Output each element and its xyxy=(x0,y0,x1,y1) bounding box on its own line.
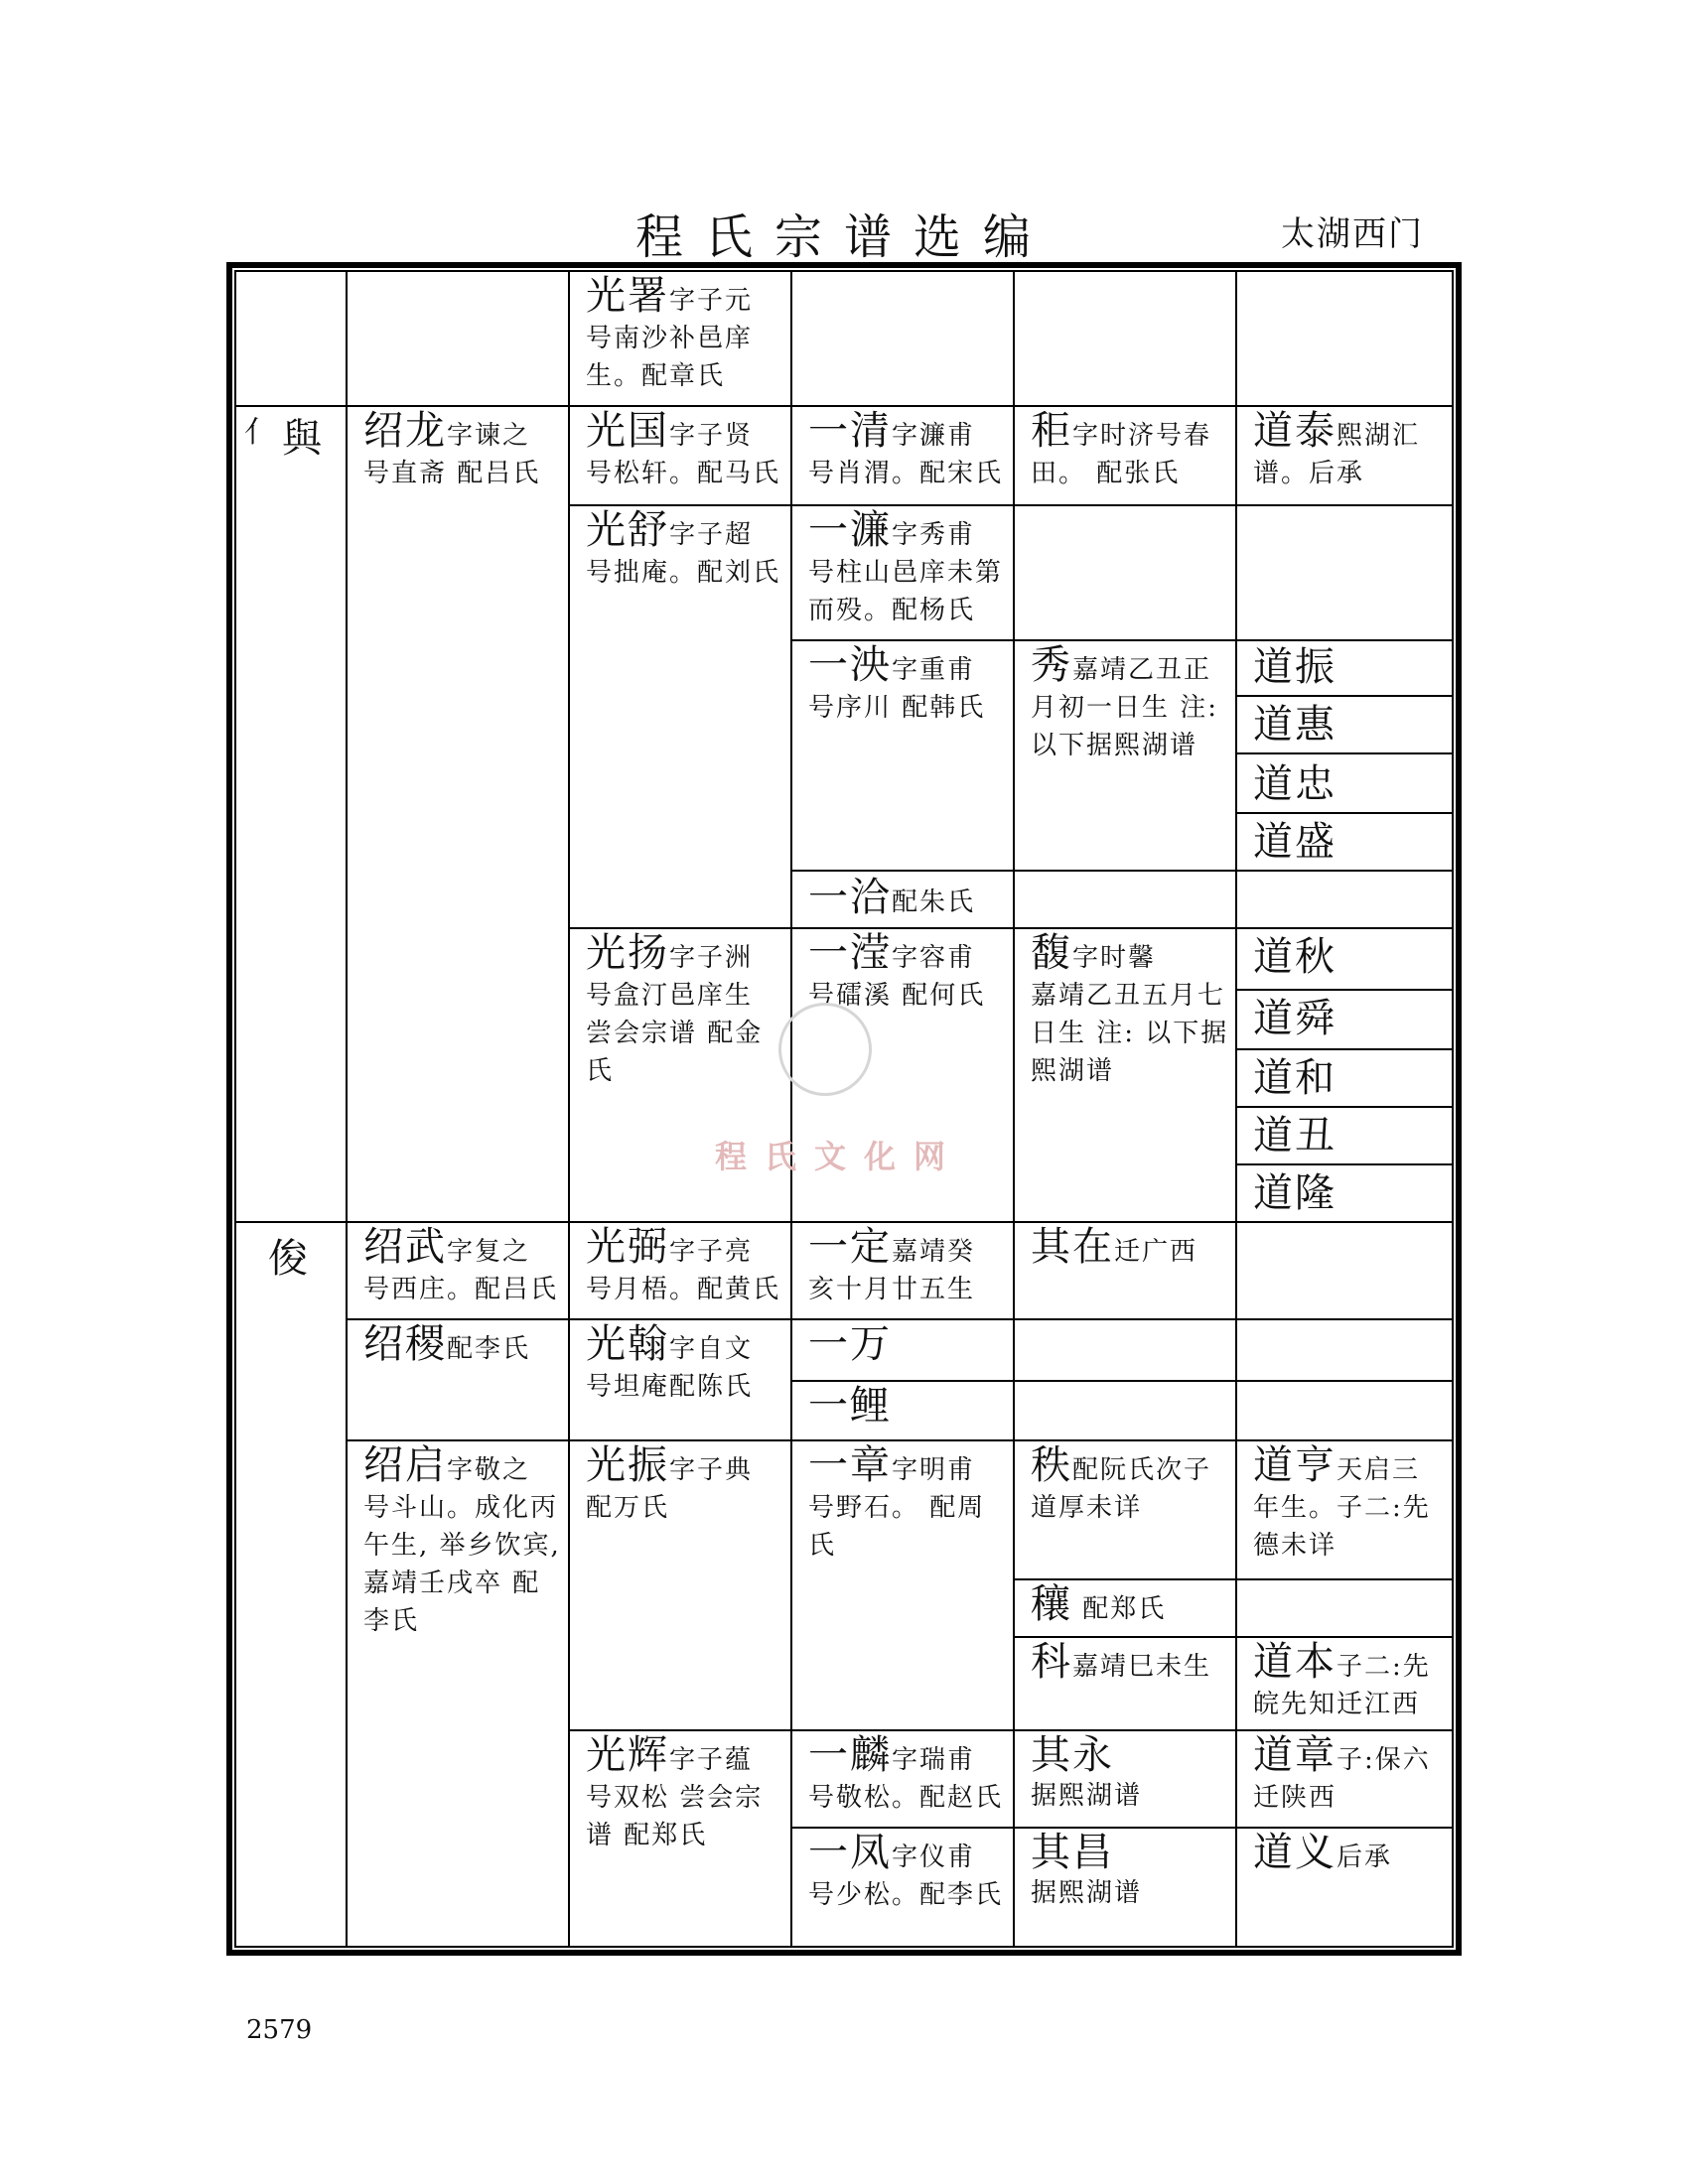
page-number: 2579 xyxy=(246,2015,313,2045)
genealogy-cell xyxy=(1015,929,1235,1221)
person-detail: 号礌溪 配何氏 xyxy=(808,981,986,1011)
genealogy-cell xyxy=(570,1441,790,1729)
person-note: 字敬之 xyxy=(447,1455,531,1485)
person-detail: 亥十月廿五生 xyxy=(808,1275,976,1304)
genealogy-cell xyxy=(1237,1441,1454,1578)
person-name: 一凤 xyxy=(808,1830,892,1875)
genealogy-cell xyxy=(1015,407,1235,504)
person-name: 一洽 xyxy=(808,875,892,920)
person-detail: 据熙湖谱 xyxy=(1031,1878,1143,1908)
genealogy-cell xyxy=(570,1223,790,1318)
side-char-3: 俊 xyxy=(268,1236,308,1282)
genealogy-cell xyxy=(1237,933,1454,989)
person-note: 字子亮 xyxy=(669,1237,754,1267)
person-detail: 号直斋 配吕氏 xyxy=(363,459,541,488)
person-name: 道忠 xyxy=(1253,761,1336,807)
person-note: 字子超 xyxy=(669,520,754,550)
person-note: 嘉靖乙丑正 xyxy=(1072,655,1212,685)
person-detail: 号肖渭。配宋氏 xyxy=(808,459,1004,488)
person-name: 道义 xyxy=(1253,1830,1336,1875)
person-name: 光扬 xyxy=(586,930,669,976)
person-name: 一麟 xyxy=(808,1732,892,1778)
person-name: 光翰 xyxy=(586,1321,669,1367)
person-note: 迁广西 xyxy=(1114,1237,1198,1267)
genealogy-cell xyxy=(792,1320,1013,1380)
person-name: 绍武 xyxy=(363,1224,447,1270)
person-note: 后承 xyxy=(1336,1843,1393,1872)
person-note: 配阮氏次子 xyxy=(1072,1455,1212,1485)
person-name: 光振 xyxy=(586,1442,669,1488)
genealogy-cell xyxy=(1237,760,1454,812)
person-note: 字子蕴 xyxy=(669,1745,754,1775)
row-divider xyxy=(1235,1106,1454,1108)
genealogy-cell xyxy=(1237,643,1454,695)
person-note: 天启三 xyxy=(1336,1455,1421,1485)
person-detail: 迁陕西 xyxy=(1253,1783,1337,1813)
person-note: 配朱氏 xyxy=(892,887,976,917)
person-detail: 号南沙补邑庠生。配章氏 xyxy=(586,324,754,391)
person-name: 光国 xyxy=(586,408,669,454)
row-divider xyxy=(1235,989,1454,991)
person-name: 道隆 xyxy=(1253,1170,1336,1216)
person-name: 绍稷 xyxy=(363,1321,447,1367)
person-detail: 嘉靖乙丑五月七日生 注: 以下据熙湖谱 xyxy=(1031,981,1229,1086)
person-name: 道丑 xyxy=(1253,1113,1336,1159)
genealogy-cell xyxy=(1015,1638,1235,1729)
person-note: 字自文 xyxy=(669,1334,754,1364)
person-note: 字时馨 xyxy=(1072,943,1157,973)
row-divider xyxy=(1235,695,1454,697)
person-name: 光舒 xyxy=(586,507,669,553)
person-note: 字子洲 xyxy=(669,943,754,973)
genealogy-cell xyxy=(1237,1829,1454,1948)
genealogy-cell xyxy=(1015,1441,1235,1578)
person-name: 道秋 xyxy=(1253,934,1336,980)
person-detail: 谱。后承 xyxy=(1253,459,1365,488)
side-char-1: 亻 xyxy=(244,415,274,450)
row-divider xyxy=(1235,812,1454,814)
genealogy-cell xyxy=(570,407,790,504)
person-name: 一滢 xyxy=(808,930,892,976)
person-note: 字子典 xyxy=(669,1455,754,1485)
person-name: 道章 xyxy=(1253,1732,1336,1778)
person-detail: 号野石。 配周氏 xyxy=(808,1493,986,1561)
genealogy-cell xyxy=(1237,1112,1454,1163)
person-detail: 号敬松。配赵氏 xyxy=(808,1783,1004,1813)
person-note: 字明甫 xyxy=(892,1455,976,1485)
watermark-seal-icon xyxy=(778,1003,872,1096)
person-note: 嘉靖癸 xyxy=(892,1237,976,1267)
person-detail: 道厚未详 xyxy=(1031,1493,1143,1523)
genealogy-cell xyxy=(1237,1731,1454,1827)
person-detail: 号松轩。配马氏 xyxy=(586,459,781,488)
person-note: 字子贤 xyxy=(669,421,754,451)
person-name: 科 xyxy=(1031,1639,1072,1685)
genealogy-cell xyxy=(792,407,1013,504)
person-name: 其永 xyxy=(1031,1732,1114,1778)
person-detail: 皖先知迁江西 xyxy=(1253,1690,1421,1719)
genealogy-cell xyxy=(792,1382,1013,1439)
person-note: 配李氏 xyxy=(447,1334,531,1364)
person-detail: 月初一日生 注: 以下据熙湖谱 xyxy=(1031,693,1219,760)
genealogy-cell xyxy=(792,1731,1013,1827)
person-detail: 号月梧。配黄氏 xyxy=(586,1275,781,1304)
genealogy-cell xyxy=(1015,1731,1235,1827)
person-note: 配郑氏 xyxy=(1072,1594,1167,1624)
person-detail: 配万氏 xyxy=(586,1493,670,1523)
person-detail: 田。 配张氏 xyxy=(1031,459,1181,488)
genealogy-cell xyxy=(792,1223,1013,1318)
row-divider xyxy=(1235,1163,1454,1165)
person-name: 秬 xyxy=(1031,408,1072,454)
person-note: 字谏之 xyxy=(447,421,531,451)
person-detail: 号坦庵配陈氏 xyxy=(586,1372,754,1402)
person-name: 绍龙 xyxy=(363,408,447,454)
person-detail: 号盒汀邑庠生 尝会宗谱 配金氏 xyxy=(586,981,764,1086)
genealogy-cell xyxy=(570,272,790,405)
person-name: 一濂 xyxy=(808,507,892,553)
person-detail: 号柱山邑庠未第而殁。配杨氏 xyxy=(808,558,1004,625)
person-note: 字时济号春 xyxy=(1072,421,1212,451)
person-name: 一万 xyxy=(808,1321,892,1367)
genealogy-cell xyxy=(1237,818,1454,870)
person-name: 光署 xyxy=(586,273,669,319)
genealogy-cell xyxy=(1237,1638,1454,1729)
person-name: 一清 xyxy=(808,408,892,454)
person-name: 其在 xyxy=(1031,1224,1114,1270)
row-divider xyxy=(790,870,1454,872)
genealogy-cell xyxy=(792,641,1013,870)
genealogy-cell xyxy=(1015,641,1235,870)
person-note: 字复之 xyxy=(447,1237,531,1267)
genealogy-cell xyxy=(1015,1223,1235,1318)
genealogy-cell xyxy=(1237,995,1454,1048)
person-name: 道亨 xyxy=(1253,1442,1336,1488)
genealogy-cell xyxy=(348,407,568,1221)
person-detail: 号少松。配李氏 xyxy=(808,1880,1004,1910)
person-note: 嘉靖巳未生 xyxy=(1072,1652,1212,1682)
genealogy-cell xyxy=(1015,1580,1235,1636)
person-name: 道振 xyxy=(1253,644,1336,690)
genealogy-cell xyxy=(792,1829,1013,1948)
person-name: 光弼 xyxy=(586,1224,669,1270)
person-detail: 号斗山。成化丙午生, 举乡饮宾,嘉靖壬戌卒 配李氏 xyxy=(363,1493,561,1636)
side-char-2: 與 xyxy=(282,416,322,462)
person-name: 道盛 xyxy=(1253,819,1336,865)
person-detail: 号序川 配韩氏 xyxy=(808,693,986,723)
person-name: 一定 xyxy=(808,1224,892,1270)
row-divider xyxy=(1235,1048,1454,1050)
genealogy-cell xyxy=(792,874,1013,927)
person-detail: 年生。子二:先德未详 xyxy=(1253,1493,1431,1561)
person-name: 其昌 xyxy=(1031,1830,1114,1875)
person-name: 道和 xyxy=(1253,1055,1336,1101)
person-note: 字仪甫 xyxy=(892,1843,976,1872)
genealogy-cell xyxy=(792,506,1013,639)
genealogy-cell xyxy=(348,1320,568,1439)
person-note: 子:保六 xyxy=(1336,1745,1431,1775)
genealogy-cell xyxy=(570,1731,790,1948)
person-name: 道本 xyxy=(1253,1639,1336,1685)
person-note: 熙湖汇 xyxy=(1336,421,1421,451)
genealogy-cell xyxy=(348,1223,568,1318)
person-note: 字容甫 xyxy=(892,943,976,973)
person-name: 绍启 xyxy=(363,1442,447,1488)
genealogy-cell xyxy=(348,1441,568,1948)
genealogy-cell xyxy=(1237,1054,1454,1106)
person-detail: 号拙庵。配刘氏 xyxy=(586,558,781,588)
genealogy-cell xyxy=(570,506,790,927)
person-name: 一鲤 xyxy=(808,1383,892,1429)
page-subtitle: 太湖西门 xyxy=(1281,214,1424,254)
person-detail: 号双松 尝会宗谱 配郑氏 xyxy=(586,1783,764,1850)
person-detail: 号西庄。配吕氏 xyxy=(363,1275,559,1304)
person-note: 字瑞甫 xyxy=(892,1745,976,1775)
person-note: 字子元 xyxy=(669,286,754,316)
person-name: 穰 xyxy=(1031,1581,1072,1627)
person-name: 道惠 xyxy=(1253,702,1336,748)
genealogy-cell xyxy=(1237,407,1454,504)
genealogy-cell xyxy=(792,1441,1013,1729)
row-divider xyxy=(1235,752,1454,754)
person-note: 字秀甫 xyxy=(892,520,976,550)
genealogy-cell xyxy=(570,1320,790,1439)
person-name: 一泱 xyxy=(808,642,892,688)
person-note: 字濂甫 xyxy=(892,421,976,451)
page-title: 程氏宗谱选编 xyxy=(634,209,1053,265)
genealogy-cell xyxy=(1237,701,1454,752)
person-name: 光辉 xyxy=(586,1732,669,1778)
person-detail: 据熙湖谱 xyxy=(1031,1781,1143,1811)
person-name: 道泰 xyxy=(1253,408,1336,454)
person-name: 道舜 xyxy=(1253,996,1336,1041)
watermark-text: 程氏文化网 xyxy=(715,1138,964,1175)
genealogy-cell xyxy=(1237,1169,1454,1221)
genealogy-cell xyxy=(1015,1829,1235,1948)
person-name: 秩 xyxy=(1031,1442,1072,1488)
person-name: 一章 xyxy=(808,1442,892,1488)
person-name: 秀 xyxy=(1031,642,1072,688)
person-note: 子二:先 xyxy=(1336,1652,1431,1682)
person-name: 馥 xyxy=(1031,930,1072,976)
person-note: 字重甫 xyxy=(892,655,976,685)
